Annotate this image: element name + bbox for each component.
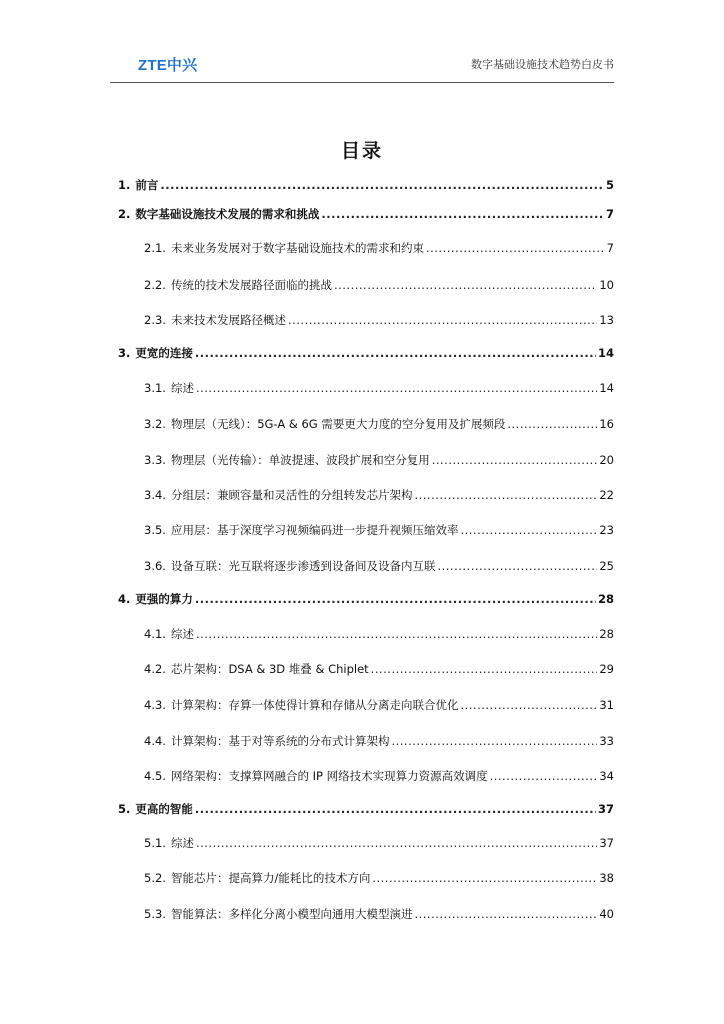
toc-entry-title: 芯片架构：DSA & 3D 堆叠 & Chiplet: [170, 662, 369, 676]
toc-section-link[interactable]: [144, 312, 614, 328]
toc-page-number: 38: [599, 871, 614, 885]
toc-entry-title: 计算架构：存算一体使得计算和存储从分离走向联合优化: [170, 698, 459, 712]
toc-page-number: 25: [599, 559, 614, 573]
toc-dot-leader: [195, 591, 596, 607]
toc-dot-leader: [426, 240, 605, 256]
toc-section-link[interactable]: [144, 487, 614, 503]
toc-entry-number: 2.1.: [144, 241, 166, 255]
toc-section-link[interactable]: [144, 870, 614, 886]
toc-entry-number: 4.4.: [144, 734, 166, 748]
toc-section-link[interactable]: [144, 522, 614, 538]
document-title: 数字基础设施技术趋势白皮书: [471, 58, 614, 71]
toc-page-number: 40: [599, 907, 614, 921]
toc-page-number: 16: [599, 417, 614, 431]
toc-dot-leader: [437, 558, 597, 574]
toc-entry-title: 传统的技术发展路径面临的挑战: [170, 278, 332, 292]
toc-entry-title: 综述: [170, 836, 194, 850]
toc-section-link[interactable]: [144, 277, 614, 293]
toc-dot-leader: [372, 870, 597, 886]
toc-section-link[interactable]: [144, 558, 614, 574]
toc-entry-number: 3.: [118, 346, 131, 360]
toc-entry-title: 物理层（光传输）：单波提速、波段扩展和空分复用: [170, 453, 430, 467]
toc-chapter-link[interactable]: [118, 206, 614, 222]
toc-chapter-link[interactable]: [118, 801, 614, 817]
toc-entry-title: 更宽的连接: [135, 346, 193, 360]
toc-page-number: 5: [605, 178, 614, 192]
toc-entry-number: 3.6.: [144, 559, 166, 573]
toc-entry-number: 2.: [118, 207, 131, 221]
toc-dot-leader: [196, 380, 597, 396]
toc-entry-number: 5.2.: [144, 871, 166, 885]
toc-dot-leader: [195, 801, 596, 817]
toc-entry-title: 物理层（无线）：5G-A & 6G 需要更大力度的空分复用及扩展频段: [170, 417, 506, 431]
toc-dot-leader: [196, 835, 597, 851]
toc-entry-title: 应用层：基于深度学习视频编码进一步提升视频压缩效率: [170, 523, 459, 537]
toc-chapter-link[interactable]: [118, 591, 614, 607]
toc-chapter-link[interactable]: [118, 177, 614, 193]
toc-dot-leader: [160, 177, 604, 193]
toc-section-link[interactable]: [144, 380, 614, 396]
page-header: [110, 48, 614, 80]
toc-section-link[interactable]: [144, 661, 614, 677]
toc-dot-leader: [195, 345, 596, 361]
toc-dot-leader: [460, 697, 597, 713]
toc-entry-number: 3.3.: [144, 453, 166, 467]
toc-page-number: 7: [606, 241, 614, 255]
toc-entry-number: 4.5.: [144, 769, 166, 783]
toc-section-link[interactable]: [144, 626, 614, 642]
toc-page-number: 37: [599, 836, 614, 850]
toc-section-link[interactable]: [144, 768, 614, 784]
toc-page-number: 20: [599, 453, 614, 467]
toc-dot-leader: [321, 206, 604, 222]
toc-entry-number: 3.2.: [144, 417, 166, 431]
toc-entry-number: 2.3.: [144, 313, 166, 327]
toc-entry-title: 智能芯片：提高算力/能耗比的技术方向: [170, 871, 371, 885]
toc-page-number: 23: [599, 523, 614, 537]
toc-dot-leader: [432, 452, 598, 468]
toc-dot-leader: [490, 768, 598, 784]
header-divider: [110, 82, 614, 83]
toc-page-number: 37: [597, 802, 614, 816]
toc-dot-leader: [414, 906, 597, 922]
toc-section-link[interactable]: [144, 733, 614, 749]
toc-dot-leader: [414, 487, 597, 503]
toc-entry-number: 3.4.: [144, 488, 166, 502]
toc-section-link[interactable]: [144, 416, 614, 432]
toc-dot-leader: [196, 626, 597, 642]
toc-dot-leader: [334, 277, 597, 293]
toc-page-number: 14: [597, 346, 614, 360]
toc-page-number: 33: [599, 734, 614, 748]
toc-entry-number: 3.1.: [144, 381, 166, 395]
toc-page-number: 13: [599, 313, 614, 327]
toc-page-number: 10: [599, 278, 614, 292]
toc-entry-title: 前言: [135, 178, 159, 192]
toc-section-link[interactable]: [144, 240, 614, 256]
toc-entry-title: 综述: [170, 627, 194, 641]
toc-page-number: 34: [599, 769, 614, 783]
toc-dot-leader: [288, 312, 597, 328]
toc-page-number: 28: [599, 627, 614, 641]
toc-section-link[interactable]: [144, 452, 614, 468]
toc-page-number: 22: [599, 488, 614, 502]
toc-entry-title: 网络架构：支撑算网融合的 IP 网络技术实现算力资源高效调度: [170, 769, 488, 783]
toc-entry-number: 4.2.: [144, 662, 166, 676]
toc-entry-title: 更高的智能: [135, 802, 193, 816]
toc-page-number: 14: [599, 381, 614, 395]
toc-title: 目录: [340, 140, 383, 162]
zte-logo: ZTE中兴: [138, 57, 198, 74]
toc-entry-number: 1.: [118, 178, 131, 192]
toc-entry-title: 计算架构：基于对等系统的分布式计算架构: [170, 734, 390, 748]
toc-entry-number: 2.2.: [144, 278, 166, 292]
toc-entry-title: 数字基础设施技术发展的需求和挑战: [135, 207, 320, 221]
toc-entry-title: 未来技术发展路径概述: [170, 313, 286, 327]
toc-section-link[interactable]: [144, 835, 614, 851]
toc-entry-title: 设备互联：光互联将逐步渗透到设备间及设备内互联: [170, 559, 436, 573]
toc-entry-title: 智能算法：多样化分离小模型向通用大模型演进: [170, 907, 413, 921]
toc-entry-number: 4.3.: [144, 698, 166, 712]
toc-entry-number: 5.: [118, 802, 131, 816]
toc-section-link[interactable]: [144, 906, 614, 922]
toc-page-number: 31: [599, 698, 614, 712]
toc-dot-leader: [371, 661, 598, 677]
toc-entry-number: 3.5.: [144, 523, 166, 537]
toc-entry-number: 5.3.: [144, 907, 166, 921]
toc-entry-title: 更强的算力: [135, 592, 193, 606]
toc-section-link[interactable]: [144, 697, 614, 713]
toc-page-number: 7: [605, 207, 614, 221]
toc-entry-number: 5.1.: [144, 836, 166, 850]
toc-chapter-link[interactable]: [118, 345, 614, 361]
toc-dot-leader: [460, 522, 597, 538]
toc-page-number: 28: [597, 592, 614, 606]
toc-dot-leader: [391, 733, 597, 749]
toc-page-number: 29: [599, 662, 614, 676]
toc-entry-title: 综述: [170, 381, 194, 395]
toc-entry-title: 未来业务发展对于数字基础设施技术的需求和约束: [170, 241, 424, 255]
toc-dot-leader: [507, 416, 597, 432]
toc-entry-number: 4.1.: [144, 627, 166, 641]
toc-entry-title: 分组层：兼顾容量和灵活性的分组转发芯片架构: [170, 488, 413, 502]
toc-entry-number: 4.: [118, 592, 131, 606]
